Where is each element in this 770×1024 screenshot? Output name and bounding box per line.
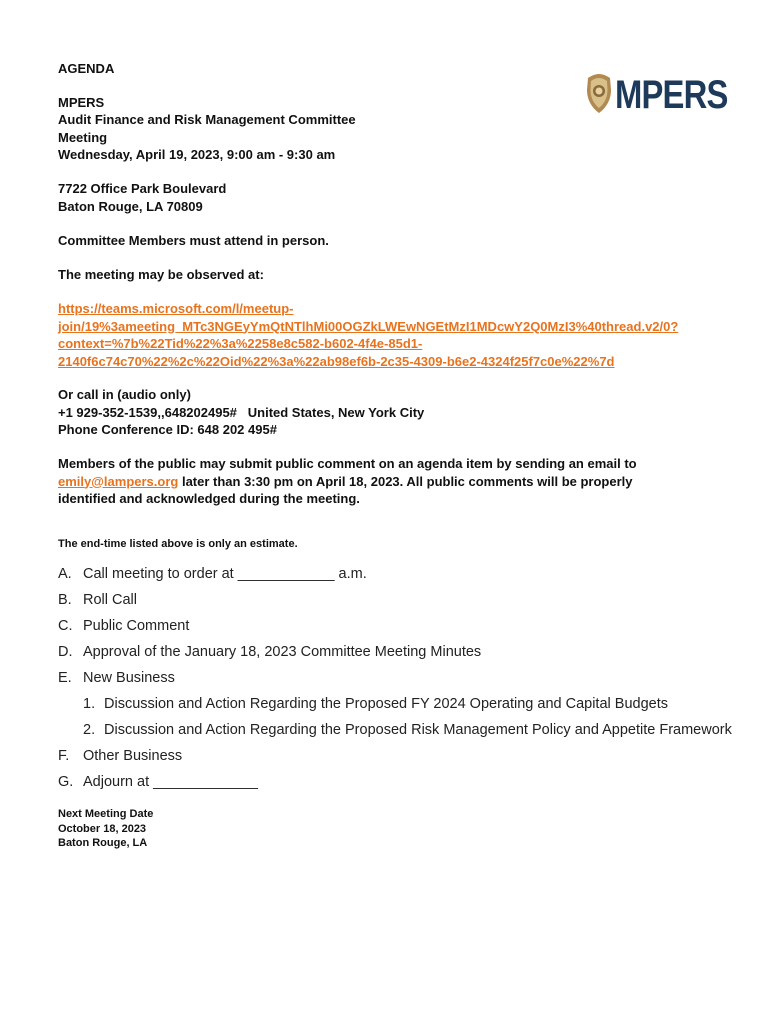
sub-item-number: 1. <box>83 696 96 712</box>
attendance-note: Committee Members must attend in person. <box>58 233 329 248</box>
call-in-info <box>58 386 424 439</box>
public-comment-line-2 <box>58 473 637 491</box>
next-meeting-place: Baton Rouge, LA <box>58 837 148 849</box>
meeting-datetime: Wednesday, April 19, 2023, 9:00 am - 9:30 am <box>58 147 336 162</box>
next-meeting-label: Next Meeting Date <box>58 808 154 820</box>
public-comment-note <box>58 455 637 508</box>
agenda-item-text: Roll Call <box>83 592 137 608</box>
teams-link-line-2[interactable]: join/19%3ameeting_MTc3NGEyYmQtNTlhMi00OGZkLWEwNGEtMzI1MDcwY2Q0MzI3%40thread.v2/0? <box>58 318 679 334</box>
agenda-item-letter: B. <box>58 592 72 608</box>
agenda-item-text: Approval of the January 18, 2023 Committee Meeting Minutes <box>83 644 482 660</box>
agenda-item-text: Public Comment <box>83 618 190 634</box>
teams-link-line-1[interactable]: https://teams.microsoft.com/l/meetup- <box>58 301 294 316</box>
committee-name: Audit Finance and Risk Management Committee <box>58 112 356 127</box>
agenda-item-letter: D. <box>58 644 73 660</box>
address-line-2: Baton Rouge, LA 70809 <box>58 198 203 214</box>
agenda-item-letter: C. <box>58 618 73 634</box>
agenda-item-text: Other Business <box>83 748 183 764</box>
public-comment-line-2-text: later than 3:30 pm on April 18, 2023. All public comments will be properly <box>178 473 633 489</box>
sub-item-text: Discussion and Action Regarding the Proposed Risk Management Policy and Appetite Framework <box>104 722 732 738</box>
next-meeting-date: October 18, 2023 <box>58 822 147 835</box>
call-in-phone: +1 929-352-1539,,648202495# United States, New York City <box>58 404 425 420</box>
observe-label: The meeting may be observed at: <box>58 267 264 282</box>
org-name: MPERS <box>58 94 105 110</box>
agenda-item-text: New Business <box>83 670 175 686</box>
committee-name-cont: Meeting <box>58 129 108 145</box>
public-comment-line-3: identified and acknowledged during the meeting. <box>58 491 360 506</box>
logo-wordmark: MPERS <box>615 73 728 117</box>
conference-id: Phone Conference ID: 648 202 495# <box>58 422 277 437</box>
agenda-header <box>58 60 356 164</box>
agenda-item-letter: E. <box>58 670 72 686</box>
teams-link-line-3[interactable]: context=%7b%22Tid%22%3a%2258e8c582-b602-4f4e-85d1- <box>58 336 423 351</box>
agenda-label: AGENDA <box>58 61 115 76</box>
address-line-1: 7722 Office Park Boulevard <box>58 181 227 196</box>
agenda-item-text: Adjourn at _____________ <box>83 774 258 790</box>
end-time-note: The end-time listed above is only an estimate. <box>58 538 298 550</box>
agenda-item-letter: G. <box>58 774 74 790</box>
sub-item-number: 2. <box>83 722 96 738</box>
police-badge-icon <box>585 72 613 116</box>
email-link[interactable]: emily@lampers.org <box>58 473 179 489</box>
sub-item-text: Discussion and Action Regarding the Proposed FY 2024 Operating and Capital Budgets <box>104 696 668 712</box>
agenda-item-text: Call meeting to order at ____________ a.m. <box>83 566 367 582</box>
call-in-label: Or call in (audio only) <box>58 387 191 402</box>
teams-meeting-link[interactable] <box>58 300 678 370</box>
public-comment-line-1: Members of the public may submit public comment on an agenda item by sending an email to <box>58 456 637 471</box>
agenda-item-letter: A. <box>58 566 72 582</box>
next-meeting-info <box>58 807 153 851</box>
teams-link-line-4[interactable]: 2140f6c74c70%22%2c%22Oid%22%3a%22ab98ef6b-2c35-4309-b6e2-4324f25f7c0e%22%7d <box>58 353 615 369</box>
meeting-location <box>58 180 226 215</box>
agenda-item-letter: F. <box>58 748 70 764</box>
mpers-logo <box>585 72 728 117</box>
